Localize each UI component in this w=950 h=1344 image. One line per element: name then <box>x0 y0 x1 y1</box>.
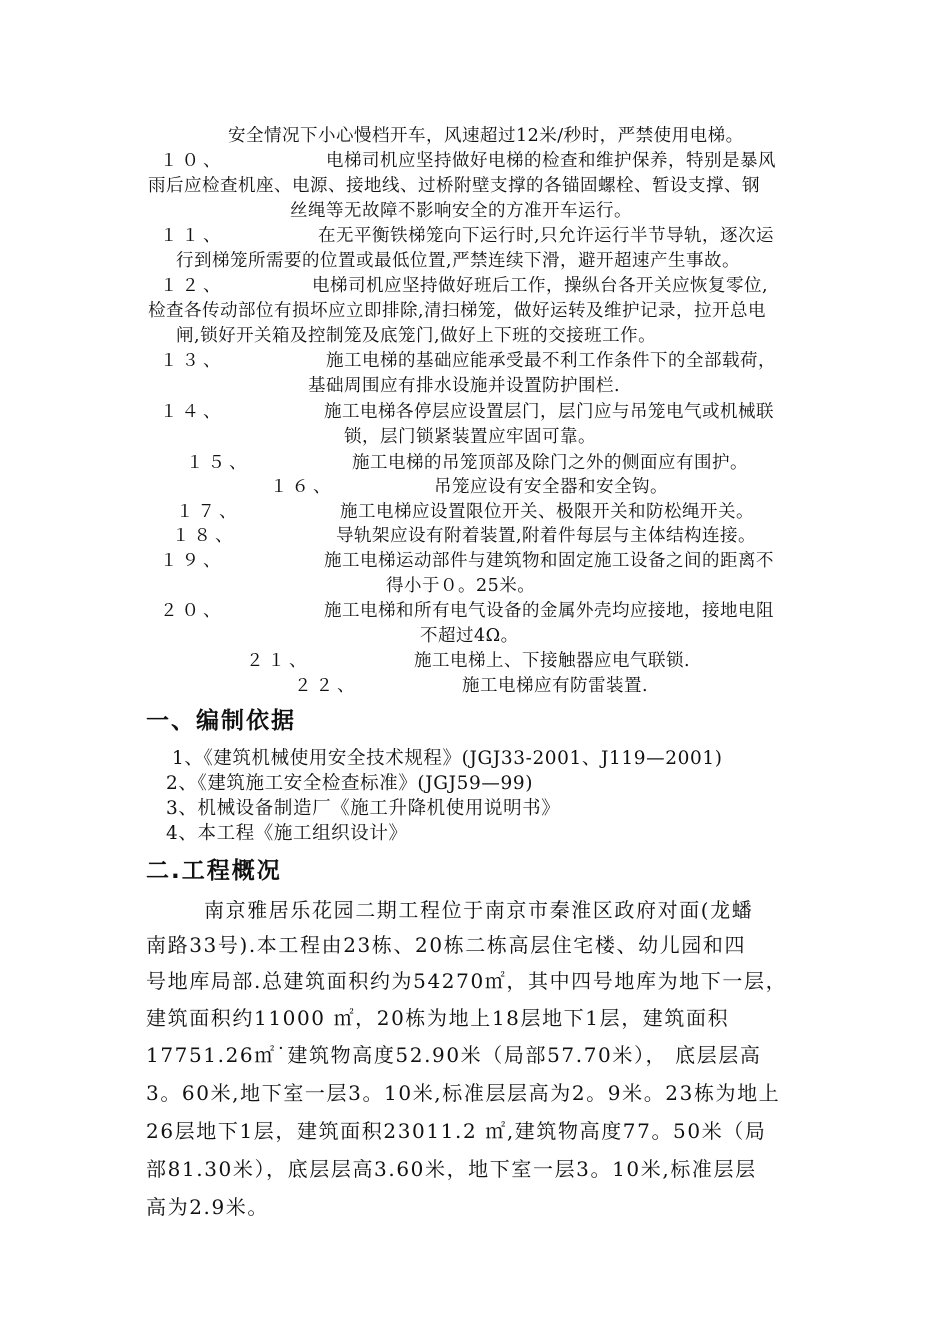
rule-16-number: １６、 <box>270 477 335 497</box>
rule-13-line-1: 施工电梯的基础应能承受最不利工作条件下的全部载荷， <box>326 351 776 371</box>
rule-11-number: １１、 <box>160 226 225 246</box>
rule-12-line-2: 检查各传动部位有损坏应立即排除,清扫梯笼，做好运转及维护记录，拉开总电 <box>148 301 767 321</box>
overview-line-8: 部81.30米），底层层高3.60米，地下室一层3。10米,标准层层 <box>146 1157 757 1181</box>
section-2-heading: 二.工程概况 <box>146 858 282 884</box>
rule-19-line-2: 得小于０。25米。 <box>386 576 536 596</box>
rule-14-number: １４、 <box>160 402 225 422</box>
rule-17-line-1: 施工电梯应设置限位开关、极限开关和防松绳开关。 <box>340 502 754 522</box>
overview-line-4: 建筑面积约11000 ㎡，20栋为地上18层地下1层，建筑面积 <box>146 1006 730 1030</box>
overview-line-1: 南京雅居乐花园二期工程位于南京市秦淮区政府对面(龙蟠 <box>204 898 754 922</box>
reference-item-3: 3、机械设备制造厂《施工升降机使用说明书》 <box>166 798 561 819</box>
overview-line-6: 3。60米,地下室一层3。10米,标准层层高为2。9米。23栋为地上 <box>146 1081 781 1105</box>
rule-12-line-3: 闸,锁好开关箱及控制笼及底笼门,做好上下班的交接班工作。 <box>176 326 657 346</box>
overview-line-7: 26层地下1层，建筑面积23011.2 ㎡,建筑物高度77。50米（局 <box>146 1119 767 1143</box>
rule-18-number: １８、 <box>172 526 237 546</box>
rule-22-line-1: 施工电梯应有防雷装置. <box>462 676 649 696</box>
rule-11-line-1: 在无平衡铁梯笼向下运行时,只允许运行半节导轨，逐次运 <box>318 226 775 246</box>
rule-21-number: ２１、 <box>246 651 311 671</box>
rule-10-line-3: 丝绳等无故障不影响安全的方准开车运行。 <box>290 201 632 221</box>
overview-line-9: 高为2.9米。 <box>146 1195 270 1219</box>
rule-14-line-1: 施工电梯各停层应设置层门，层门应与吊笼电气或机械联 <box>324 402 774 422</box>
rule-12-line-1: 电梯司机应坚持做好班后工作，操纵台各开关应恢复零位, <box>312 276 769 296</box>
overview-line-5: 17751.26㎡˙建筑物高度52.90米（局部57.70米）， 底层层高 <box>146 1043 762 1067</box>
rule-17-number: １７、 <box>176 502 241 522</box>
rule-19-number: １９、 <box>160 551 225 571</box>
rule-16-line-1: 吊笼应设有安全器和安全钩。 <box>434 477 668 497</box>
reference-item-1: 1、《建筑机械使用安全技术规程》(JGJ33-2001、J119—2001) <box>172 748 723 769</box>
rule-12-number: １２、 <box>160 276 225 296</box>
overview-line-3: 号地库局部.总建筑面积约为54270㎡，其中四号地库为地下一层， <box>146 969 788 993</box>
reference-item-2: 2、《建筑施工安全检查标准》(JGJ59—99) <box>166 773 534 794</box>
rule-20-line-1: 施工电梯和所有电气设备的金属外壳均应接地，接地电阻 <box>324 601 774 621</box>
rule-10-number: １０、 <box>160 151 225 171</box>
section-1-heading: 一、编制依据 <box>146 708 296 734</box>
overview-line-2: 南路33号).本工程由23栋、20栋二栋高层住宅楼、幼儿园和四 <box>146 933 747 957</box>
rule-10-line-1: 电梯司机应坚持做好电梯的检查和维护保养，特别是暴风 <box>326 151 776 171</box>
rule-19-line-1: 施工电梯运动部件与建筑物和固定施工设备之间的距离不 <box>324 551 774 571</box>
rule-11-line-2: 行到梯笼所需要的位置或最低位置,严禁连续下滑，避开超速产生事故。 <box>176 251 741 271</box>
rule-15-number: １５、 <box>186 453 251 473</box>
rule-13-line-2: 基础周围应有排水设施并设置防护围栏. <box>308 376 621 396</box>
rule-22-number: ２２、 <box>294 676 359 696</box>
rule-15-line-1: 施工电梯的吊笼顶部及除门之外的侧面应有围护。 <box>352 453 748 473</box>
reference-item-4: 4、本工程《施工组织设计》 <box>166 823 408 844</box>
rule-20-line-2: 不超过4Ω。 <box>420 626 519 646</box>
rule-18-line-1: 导轨架应设有附着装置,附着件每层与主体结构连接。 <box>336 526 757 546</box>
rule-13-number: １３、 <box>160 351 225 371</box>
rule-21-line-1: 施工电梯上、下接触器应电气联锁. <box>414 651 691 671</box>
rule-20-number: ２０、 <box>160 601 225 621</box>
rule-continuation-line: 安全情况下小心慢档开车，风速超过12米/秒时，严禁使用电梯。 <box>228 126 744 146</box>
rule-10-line-2: 雨后应检查机座、电源、接地线、过桥附壁支撑的各锚固螺栓、暂设支撑、钢 <box>148 176 760 196</box>
rule-14-line-2: 锁，层门锁紧装置应牢固可靠。 <box>344 427 596 447</box>
